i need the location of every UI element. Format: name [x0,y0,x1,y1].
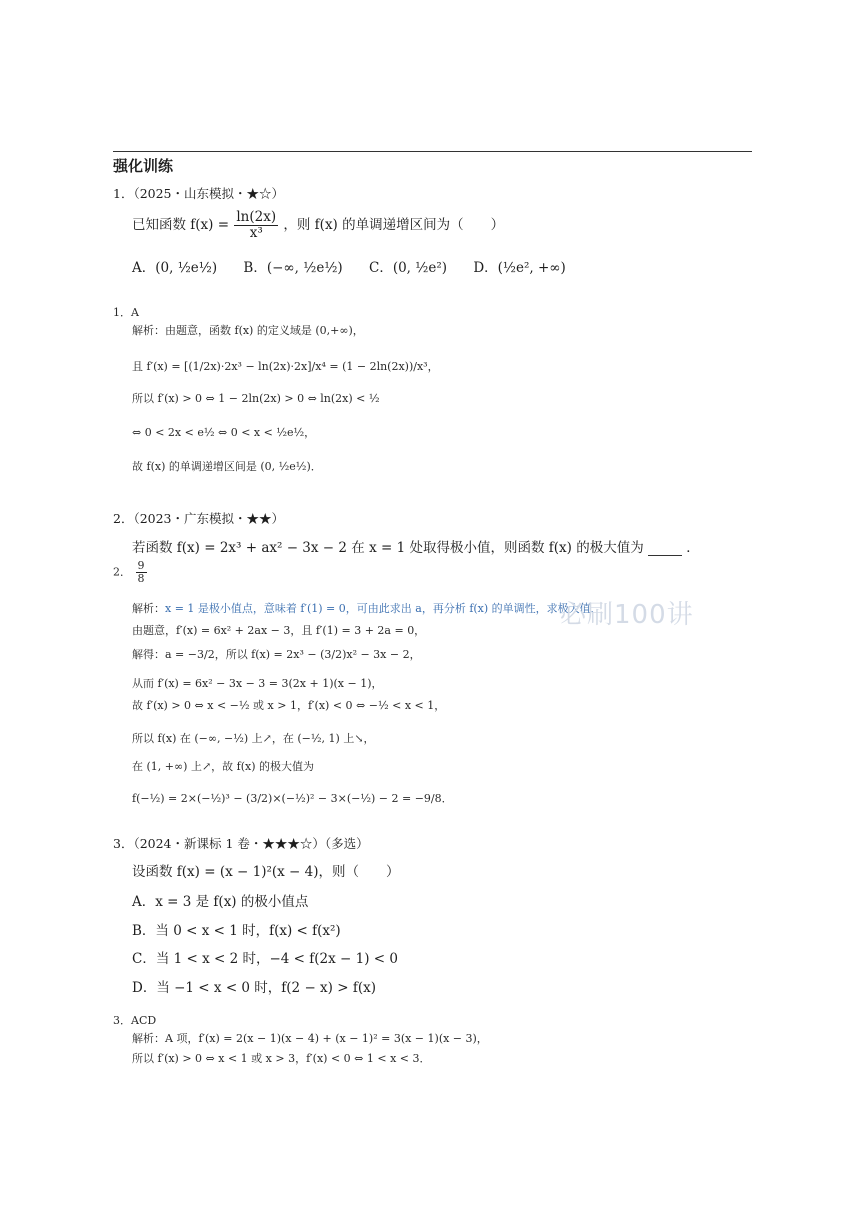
q3-header: 3．（2024・新课标 1 卷・★★★☆）（多选） [113,836,369,851]
q2-header: 2．（2023・广东模拟・★★） [113,511,285,526]
q3-option-a[interactable]: A．x = 3 是 f(x) 的极小值点 [132,894,309,910]
s2-answer-num: 9 [137,559,145,572]
section-heading: 强化训练 [113,157,174,175]
s2-line-5: 故 f′(x) > 0 ⇔ x < −½ 或 x > 1，f′(x) < 0 ⇔ −½ < x < 1， [132,699,446,712]
q3-stem: 设函数 f(x) = (x − 1)²(x − 4)，则（ ） [132,864,400,880]
header-rule [113,151,752,152]
s2-answer-den: 8 [137,572,145,586]
watermark: 必刷100讲 [560,600,694,630]
q3-option-d[interactable]: D．当 −1 < x < 0 时，f(2 − x) > f(x) [132,980,376,996]
s3-line-2: 所以 f′(x) > 0 ⇔ x < 1 或 x > 3，f′(x) < 0 ⇔ 1 < x < 3． [132,1052,431,1065]
q2-stem [132,536,700,556]
s2-line-1-note: x = 1 是极小值点，意味着 f′(1) = 0，可由此求出 a，再分析 f(x) 的单调性，求极大值． [165,602,602,615]
q2-stem-text: 若函数 f(x) = 2x³ + ax² − 3x − 2 在 x = 1 处取得极小值，则函数 f(x) 的极大值为 [132,540,644,556]
s2-line-1 [132,600,602,616]
q1-option-d[interactable]: D．(½e², +∞) [473,260,566,276]
s1-line-2: 且 f′(x) = [(1/2x)·2x³ − ln(2x)·2x]/x⁴ = (1 − 2ln(2x))/x³， [132,360,439,373]
s3-line-1: 解析：A 项，f′(x) = 2(x − 1)(x − 4) + (x − 1)² = 3(x − 1)(x − 3)， [132,1032,488,1045]
s1-answer: 1．A [113,306,139,319]
q1-option-b[interactable]: B．(−∞, ½e½) [243,260,343,276]
q1-stem-prefix: 已知函数 f(x) = [132,216,230,233]
s2-line-4: 从而 f′(x) = 6x² − 3x − 3 = 3(2x + 1)(x − 1)， [132,677,383,690]
s2-answer-fraction [136,560,147,585]
q1-option-a[interactable]: A．(0, ½e½) [132,260,218,276]
s2-line-7: 在 (1, +∞) 上↗，故 f(x) 的极大值为 [132,760,315,773]
q3-option-c[interactable]: C．当 1 < x < 2 时，−4 < f(2x − 1) < 0 [132,951,398,967]
s1-line-3: 所以 f′(x) > 0 ⇔ 1 − 2ln(2x) > 0 ⇔ ln(2x) < ½ [132,392,380,405]
s2-answer-prefix: 2． [113,565,131,579]
s1-line-4: ⇔ 0 < 2x < e½ ⇔ 0 < x < ½e½， [132,426,316,439]
s3-answer: 3．ACD [113,1014,157,1027]
q2-stem-end: ． [686,540,700,556]
q1-options [132,256,588,276]
s1-line-5: 故 f(x) 的单调递增区间是 (0, ½e½)． [132,460,322,473]
s2-line-3: 解得：a = −3/2，所以 f(x) = 2x³ − (3/2)x² − 3x − 2， [132,648,421,661]
s1-line-1: 解析：由题意，函数 f(x) 的定义域是 (0,+∞)， [132,324,364,337]
s2-answer [113,560,148,585]
q3-option-b[interactable]: B．当 0 < x < 1 时，f(x) < f(x²) [132,923,341,939]
s2-line-8: f(−½) = 2×(−½)³ − (3/2)×(−½)² − 3×(−½) − 2 = −9/8． [132,792,453,805]
q1-option-c[interactable]: C．(0, ½e²) [368,260,448,276]
s2-line-1-label: 解析： [132,602,165,615]
q1-stem-fraction [234,210,278,241]
q1-stem [132,210,504,241]
q1-stem-num: ln(2x) [236,209,277,225]
q1-header: 1．（2025・山东模拟・★☆） [113,186,285,201]
q1-stem-suffix: ，则 f(x) 的单调递增区间为（ ） [283,216,505,233]
s2-line-2: 由题意，f′(x) = 6x² + 2ax − 3，且 f′(1) = 3 + 2a = 0， [132,624,426,637]
q1-stem-den: x³ [249,224,263,241]
s2-line-6: 所以 f(x) 在 (−∞, −½) 上↗，在 (−½, 1) 上↘， [132,732,375,745]
q2-answer-blank[interactable] [648,543,682,556]
